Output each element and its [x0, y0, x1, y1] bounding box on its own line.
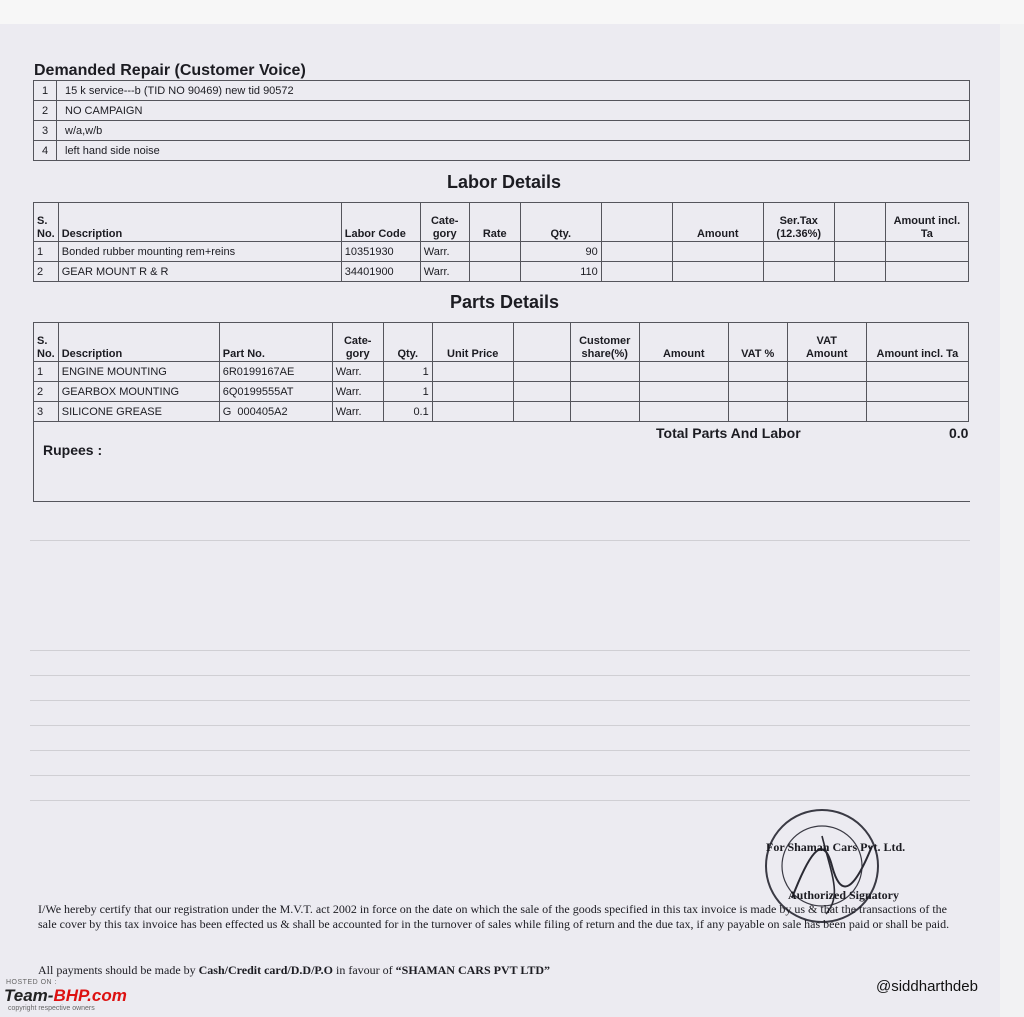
team-bhp-logo: [4, 986, 127, 1006]
labor-col-sertax: Ser.Tax (12.36%): [763, 203, 834, 242]
labor-cell-code: 10351930: [341, 242, 420, 262]
parts-cell-amount: [639, 402, 728, 422]
labor-cell-qty: 110: [520, 262, 601, 282]
labor-col-rate: Rate: [469, 203, 520, 242]
total-parts-labor-label: Total Parts And Labor: [656, 425, 801, 441]
parts-cell-category: Warr.: [332, 362, 383, 382]
labor-cell-blank2: [834, 242, 885, 262]
parts-cell-blank: [513, 362, 570, 382]
parts-cell-part-no: G 000405A2: [219, 402, 332, 422]
labor-col-blank: [601, 203, 672, 242]
demand-row: [34, 81, 970, 101]
parts-row: [34, 402, 969, 422]
labor-row: [34, 242, 969, 262]
parts-cell-customer-share: [570, 362, 639, 382]
demand-row-number: 3: [34, 121, 57, 141]
copyright-label: copyright respective owners: [8, 1005, 95, 1012]
labor-col-amount-incl: Amount incl. Ta: [885, 203, 968, 242]
parts-details-table: [33, 322, 969, 422]
parts-col-sno: S. No.: [34, 323, 59, 362]
demand-row: [34, 101, 970, 121]
parts-cell-qty: 0.1: [383, 402, 432, 422]
payment-modes: Cash/Credit card/D.D/P.O: [198, 963, 333, 977]
labor-cell-category: Warr.: [420, 242, 469, 262]
parts-col-category: Cate- gory: [332, 323, 383, 362]
parts-cell-description: SILICONE GREASE: [58, 402, 219, 422]
parts-cell-unit-price: [432, 362, 513, 382]
parts-col-blank: [513, 323, 570, 362]
parts-col-customer-share: Customer share(%): [570, 323, 639, 362]
demand-row: [34, 141, 970, 161]
labor-cell-qty: 90: [520, 242, 601, 262]
parts-cell-category: Warr.: [332, 382, 383, 402]
parts-cell-sno: 1: [34, 362, 59, 382]
demand-row-text: 15 k service---b (TID NO 90469) new tid 90572: [57, 81, 970, 101]
labor-details-table: [33, 202, 969, 282]
for-company-label: For Shaman Cars Pvt. Ltd.: [766, 840, 906, 854]
labor-cell-amount: [672, 262, 763, 282]
demand-row-text: left hand side noise: [57, 141, 970, 161]
parts-col-vat-amount: VAT Amount: [787, 323, 866, 362]
username-watermark: @siddharthdeb: [876, 978, 978, 995]
labor-col-blank2: [834, 203, 885, 242]
authorized-signatory-label: Authorized Signatory: [788, 888, 899, 902]
labor-details-title: Labor Details: [447, 172, 562, 192]
parts-cell-customer-share: [570, 402, 639, 422]
labor-cell-blank2: [834, 262, 885, 282]
rupees-label: Rupees :: [43, 442, 103, 458]
payment-prefix: All payments should be made by: [38, 963, 199, 977]
labor-row: [34, 262, 969, 282]
labor-cell-amount-incl: [885, 262, 968, 282]
certification-text: I/We hereby certify that our registration under the M.V.T. act 2002 in force on the date on which the sale of the goods specified in this tax invoice is made by us & that the transactions of the sale cover by this tax invoice has been effected us & shall be accounted for in the turnover of sales while filing of return and the due tax, if any payable on sale has been paid or shall be paid.: [38, 902, 950, 931]
parts-col-part-no: Part No.: [219, 323, 332, 362]
demanded-repair-title: Demanded Repair (Customer Voice): [34, 62, 306, 79]
demand-row-text: NO CAMPAIGN: [57, 101, 970, 121]
parts-col-amount-incl: Amount incl. Ta: [866, 323, 968, 362]
demand-row-number: 1: [34, 81, 57, 101]
labor-cell-amount: [672, 242, 763, 262]
parts-col-qty: Qty.: [383, 323, 432, 362]
scan-top-margin: [0, 0, 1024, 24]
parts-col-amount: Amount: [639, 323, 728, 362]
brand-part-c: .com: [87, 986, 127, 1005]
brand-part-b: BHP: [53, 986, 88, 1005]
parts-cell-vat-amount: [787, 362, 866, 382]
parts-cell-vat-pct: [728, 382, 787, 402]
total-parts-labor-value: 0.0: [949, 425, 969, 441]
parts-row: [34, 362, 969, 382]
parts-cell-vat-pct: [728, 362, 787, 382]
parts-cell-sno: 2: [34, 382, 59, 402]
labor-cell-description: Bonded rubber mounting rem+reins: [58, 242, 341, 262]
payment-instruction: [38, 963, 550, 978]
hosted-on-label: HOSTED ON :: [6, 979, 58, 986]
labor-cell-category: Warr.: [420, 262, 469, 282]
parts-cell-blank: [513, 402, 570, 422]
parts-cell-amount-incl: [866, 382, 968, 402]
labor-cell-rate: [469, 262, 520, 282]
parts-cell-part-no: 6Q0199555AT: [219, 382, 332, 402]
labor-cell-blank: [601, 262, 672, 282]
parts-details-title: Parts Details: [450, 292, 560, 312]
parts-cell-qty: 1: [383, 362, 432, 382]
labor-cell-blank: [601, 242, 672, 262]
parts-cell-vat-amount: [787, 382, 866, 402]
demand-row-text: w/a,w/b: [57, 121, 970, 141]
labor-cell-sno: 1: [34, 242, 59, 262]
parts-cell-vat-amount: [787, 402, 866, 422]
summary-box: [33, 422, 970, 502]
parts-cell-amount: [639, 362, 728, 382]
parts-cell-category: Warr.: [332, 402, 383, 422]
parts-cell-vat-pct: [728, 402, 787, 422]
labor-cell-sno: 2: [34, 262, 59, 282]
labor-col-description: Description: [58, 203, 341, 242]
parts-cell-part-no: 6R0199167AE: [219, 362, 332, 382]
labor-col-code: Labor Code: [341, 203, 420, 242]
parts-cell-amount-incl: [866, 402, 968, 422]
parts-cell-unit-price: [432, 382, 513, 402]
parts-cell-sno: 3: [34, 402, 59, 422]
parts-cell-amount: [639, 382, 728, 402]
parts-cell-amount-incl: [866, 362, 968, 382]
parts-col-unit-price: Unit Price: [432, 323, 513, 362]
parts-cell-blank: [513, 382, 570, 402]
parts-cell-unit-price: [432, 402, 513, 422]
parts-cell-description: GEARBOX MOUNTING: [58, 382, 219, 402]
scan-right-margin: [1000, 24, 1024, 1017]
labor-col-qty: Qty.: [520, 203, 601, 242]
labor-cell-description: GEAR MOUNT R & R: [58, 262, 341, 282]
labor-cell-amount-incl: [885, 242, 968, 262]
demand-row-number: 4: [34, 141, 57, 161]
labor-cell-rate: [469, 242, 520, 262]
demand-row: [34, 121, 970, 141]
parts-col-vat-pct: VAT %: [728, 323, 787, 362]
demanded-repair-table: [33, 80, 970, 161]
parts-cell-customer-share: [570, 382, 639, 402]
parts-row: [34, 382, 969, 402]
parts-cell-qty: 1: [383, 382, 432, 402]
labor-col-sno: S. No.: [34, 203, 59, 242]
parts-col-description: Description: [58, 323, 219, 362]
payment-company: “SHAMAN CARS PVT LTD”: [395, 963, 550, 977]
labor-cell-code: 34401900: [341, 262, 420, 282]
labor-cell-sertax: [763, 262, 834, 282]
payment-mid: in favour of: [332, 963, 396, 977]
labor-col-amount: Amount: [672, 203, 763, 242]
labor-cell-sertax: [763, 242, 834, 262]
brand-part-a: Team-: [4, 986, 54, 1005]
parts-cell-description: ENGINE MOUNTING: [58, 362, 219, 382]
demand-row-number: 2: [34, 101, 57, 121]
labor-col-category: Cate- gory: [420, 203, 469, 242]
